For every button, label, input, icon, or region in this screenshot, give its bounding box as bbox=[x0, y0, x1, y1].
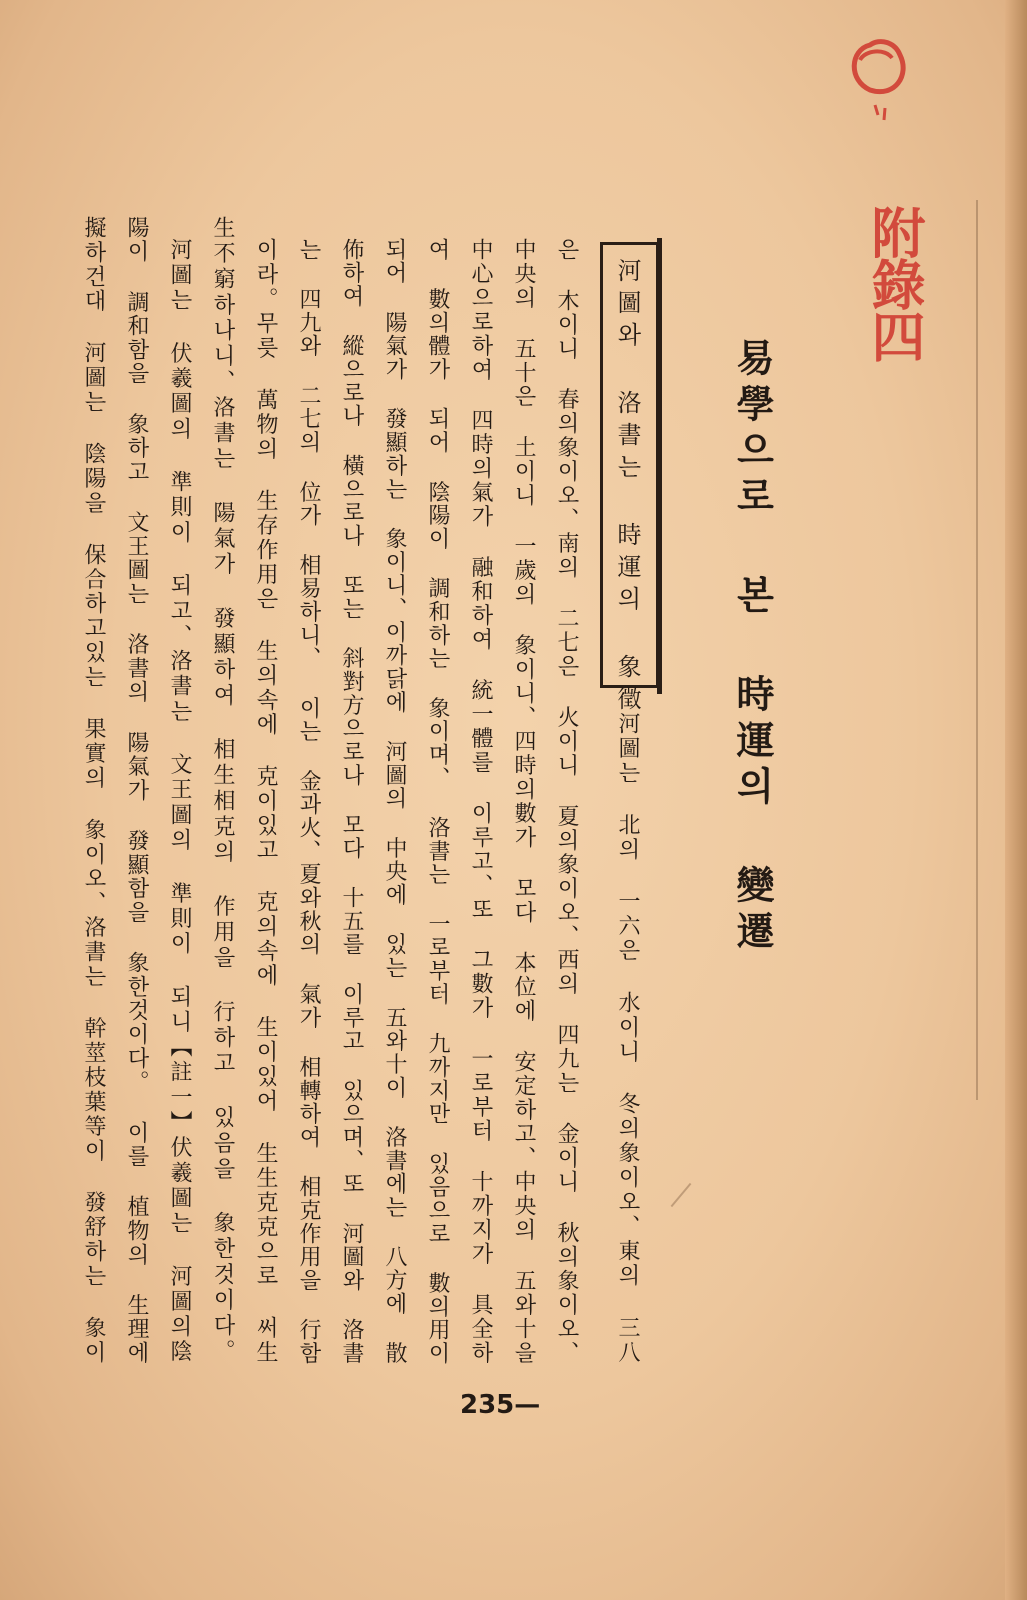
section-subtitle: 河圖와 洛書는 時運의 象徵 bbox=[613, 258, 641, 718]
body-line: 中心으로하여 四時의氣가 融和하여 統一體를 이루고、또 그數가 一로부터 十까지가 具全하 bbox=[468, 238, 493, 1365]
appendix-stamp: 附錄四 bbox=[863, 205, 927, 361]
body-line: 陽이 調和함을 象하고 文王圖는 洛書의 陽氣가 發顯함을 象한것이다。 이를 植物의 生理에 bbox=[124, 216, 149, 1365]
body-line: 이라。무릇 萬物의 生存作用은 生의속에 克이있고 克의속에 生이있어 生生克克으로 써生 bbox=[253, 238, 278, 1365]
page-edge bbox=[1005, 0, 1027, 1600]
body-line: 佈하여 縱으로나 橫으로나 또는 斜對方으로나 모다 十五를 이루고 있으며、또 河圖와 洛書 bbox=[339, 238, 364, 1365]
body-line: 中央의 五十은 土이니 一歲의 象이니、四時의數가 모다 本位에 安定하고、中央의 五와十을 bbox=[511, 238, 536, 1365]
edge-smudge bbox=[976, 200, 978, 1100]
body-line: 여 數의體가 되어 陰陽이 調和하는 象이며、 洛書는 一로부터 九까지만 있음으로 數의用이 bbox=[425, 238, 450, 1366]
handwritten-mark bbox=[840, 20, 920, 130]
body-line: 河圖는 伏羲圖의 準則이 되고、洛書는 文王圖의 準則이 되니【註一】伏羲圖는 河圖의陰 bbox=[167, 238, 192, 1365]
body-line: 되어 陽氣가 發顯하는 象이니、이까닭에 河圖의 中央에 있는 五와十이 洛書에는 八方에 散 bbox=[382, 238, 407, 1366]
page-number: 235— bbox=[460, 1390, 541, 1420]
pencil-mark bbox=[671, 1183, 692, 1207]
body-line: 는 四九와 二七의 位가 相易하니、 이는 金과火、夏와秋의 氣가 相轉하여 相克作用을 行함 bbox=[296, 238, 321, 1366]
body-line: 河圖는 北의 一六은 水이니 冬의象이오、東의 三八 bbox=[615, 712, 640, 1365]
body-line: 擬하건대 河圖는 陰陽을 保合하고있는 果實의 象이오、洛書는 幹莖枝葉等이 發舒하는 象이 bbox=[81, 216, 106, 1365]
chapter-title: 易學으로 본 時運의 變遷 bbox=[730, 338, 775, 957]
body-line: 生不窮하나니、洛書는 陽氣가 發顯하여 相生相克의 作用을 行하고 있음을 象한것이다。 bbox=[210, 216, 235, 1365]
body-line: 은 木이니 春의象이오、南의 二七은 火이니 夏의象이오、西의 四九는 金이니 秋의象이오、 bbox=[554, 238, 579, 1366]
